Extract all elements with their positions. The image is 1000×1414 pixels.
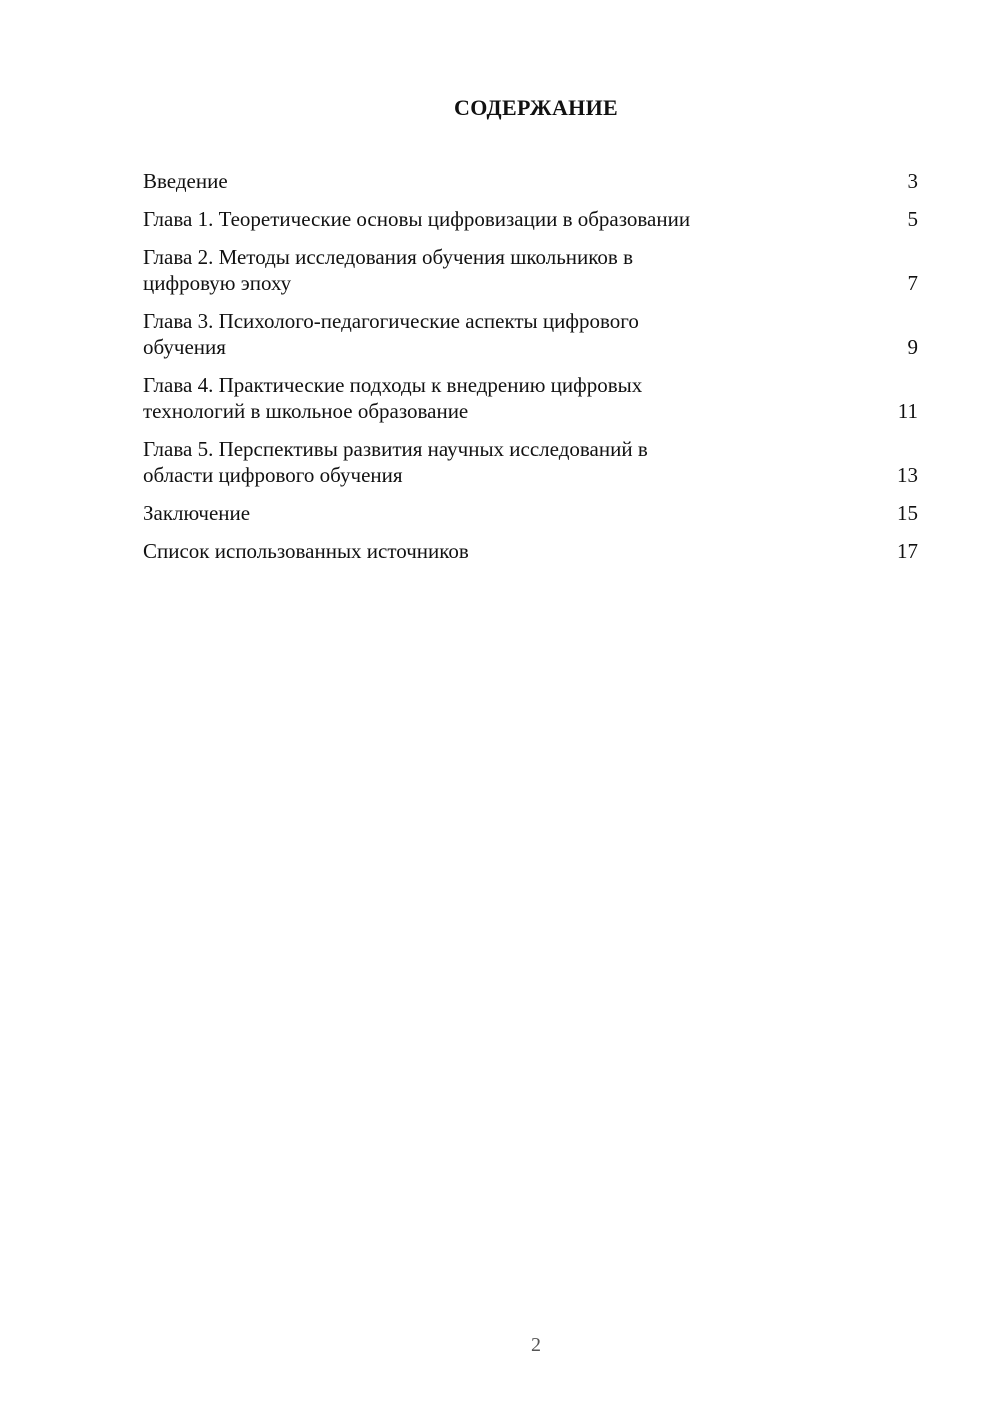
toc-entry-chapter-1 [143, 206, 918, 232]
toc-entry-page: 7 [907, 271, 918, 295]
toc-entry-label: Глава 4. Практические подходы к внедрению цифровых технологий в школьное образование [143, 373, 643, 423]
toc-entry-page: 3 [907, 169, 918, 193]
toc-entry-page: 15 [897, 501, 918, 525]
toc-entry-page: 17 [897, 539, 918, 563]
toc-entry-chapter-4 [143, 372, 918, 424]
toc-entry-label: Глава 3. Психолого-педагогические аспекты цифрового обучения [143, 309, 639, 359]
toc-entry-references [143, 538, 918, 564]
toc-entry-label: Глава 2. Методы исследования обучения школьников в цифровую эпоху [143, 245, 633, 295]
toc-entry-page: 11 [897, 399, 918, 423]
toc-entry-chapter-5 [143, 436, 918, 488]
toc-entry-chapter-3 [143, 308, 918, 360]
toc-entry-label: Глава 1. Теоретические основы цифровизации в образовании [143, 207, 691, 231]
toc-entry-label: Список использованных источников [143, 539, 469, 563]
toc-entry-chapter-2 [143, 244, 918, 296]
page-title: СОДЕРЖАНИЕ [454, 95, 618, 120]
toc-entry-conclusion [143, 500, 918, 526]
toc-entry-page: 13 [897, 463, 918, 487]
toc-entry-page: 9 [907, 335, 918, 359]
toc-entry-page: 5 [907, 207, 918, 231]
toc-entry-label: Заключение [143, 501, 251, 525]
toc-entry-label: Введение [143, 169, 228, 193]
page-number: 2 [531, 1334, 541, 1356]
toc-entry-label: Глава 5. Перспективы развития научных исследований в области цифрового обучения [143, 437, 648, 487]
toc-entry-introduction [143, 168, 918, 194]
table-of-contents [143, 168, 918, 576]
